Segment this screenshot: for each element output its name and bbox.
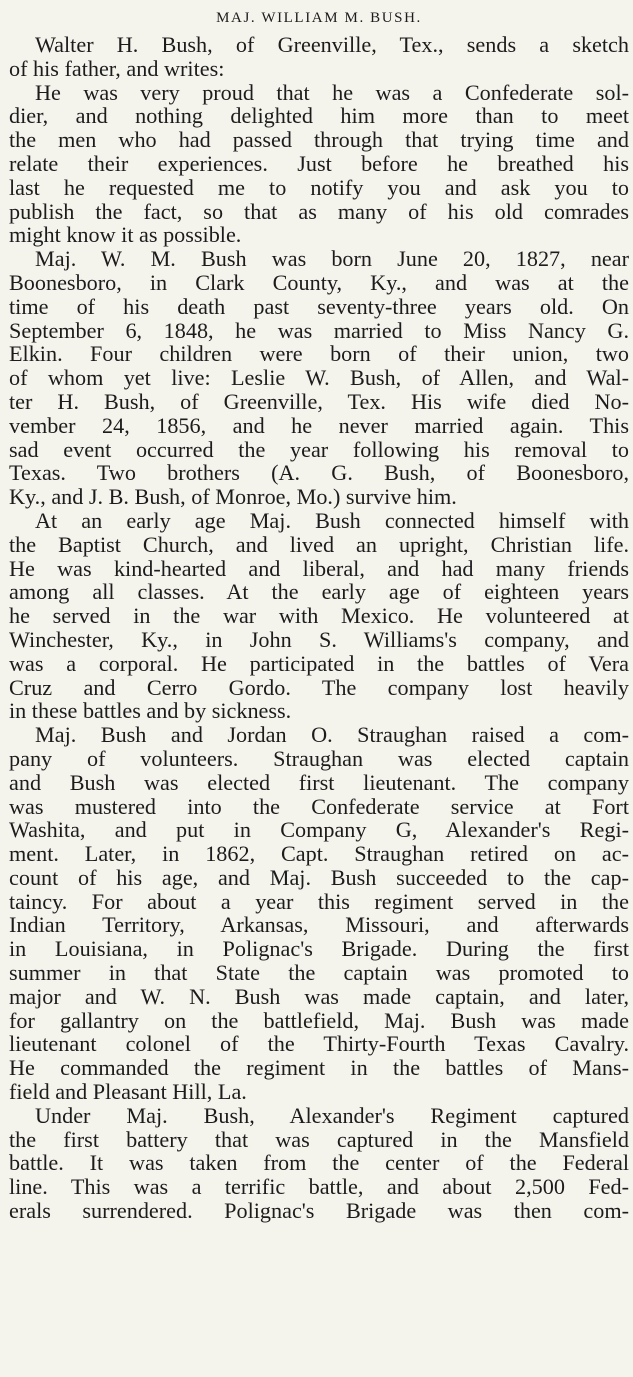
text-line: September 6, 1848, he was married to Miss Nancy G. xyxy=(9,317,629,343)
text-line: Ky., and J. B. Bush, of Monroe, Mo.) survive him. xyxy=(9,484,457,510)
text-line: erals surrendered. Polignac's Brigade was then com- xyxy=(9,1198,629,1224)
paragraph xyxy=(9,247,629,509)
paragraph xyxy=(9,81,629,248)
text-line: At an early age Maj. Bush connected himself with xyxy=(35,507,629,533)
text-line: major and W. N. Bush was made captain, and later, xyxy=(9,983,629,1009)
text-line: battle. It was taken from the center of the Federal xyxy=(9,1150,629,1176)
text-line: pany of volunteers. Straughan was elected captain xyxy=(9,745,629,771)
paragraph xyxy=(9,1104,629,1223)
text-line: the men who had passed through that trying time and xyxy=(9,127,629,153)
paragraph xyxy=(9,33,629,81)
text-line: He was kind-hearted and liberal, and had many friends xyxy=(9,555,629,581)
text-line: for gallantry on the battlefield, Maj. Bush was made xyxy=(9,1007,629,1033)
text-line: summer in that State the captain was promoted to xyxy=(9,960,629,986)
text-line: Walter H. Bush, of Greenville, Tex., sends a sketch xyxy=(35,32,629,57)
text-line: time of his death past seventy-three years old. On xyxy=(9,293,629,319)
text-line: sad event occurred the year following his removal to xyxy=(9,436,629,462)
text-line: dier, and nothing delighted him more than to meet xyxy=(9,103,629,129)
text-line: taincy. For about a year this regiment served in the xyxy=(9,888,629,914)
text-line: last he requested me to notify you and ask you to xyxy=(9,174,629,200)
text-line: Winchester, Ky., in John S. Williams's company, and xyxy=(9,626,629,652)
text-line: Washita, and put in Company G, Alexander's Regi- xyxy=(9,817,629,843)
paragraph xyxy=(9,723,629,1104)
text-line: Elkin. Four children were born of their union, two xyxy=(9,341,629,367)
text-line: ter H. Bush, of Greenville, Tex. His wife died No- xyxy=(9,388,629,414)
text-line: he served in the war with Mexico. He volunteered at xyxy=(9,603,629,629)
text-line: Indian Territory, Arkansas, Missouri, and afterwards xyxy=(9,912,629,938)
text-line: among all classes. At the early age of eighteen years xyxy=(9,579,629,605)
text-line: Maj. Bush and Jordan O. Straughan raised a com- xyxy=(35,722,629,748)
text-line: the Baptist Church, and lived an upright, Christian life. xyxy=(9,531,629,557)
text-line: was a corporal. He participated in the battles of Vera xyxy=(9,650,629,676)
text-line: relate their experiences. Just before he breathed his xyxy=(9,150,629,176)
text-line: line. This was a terrific battle, and about 2,500 Fed- xyxy=(9,1174,629,1200)
article-body xyxy=(9,33,629,1223)
text-line: in these battles and by sickness. xyxy=(9,698,292,724)
text-line: publish the fact, so that as many of his old comrades xyxy=(9,198,629,224)
text-line: in Louisiana, in Polignac's Brigade. During the first xyxy=(9,936,629,962)
text-line: Boonesboro, in Clark County, Ky., and was at the xyxy=(9,269,629,295)
text-line: of whom yet live: Leslie W. Bush, of Allen, and Wal- xyxy=(9,365,629,391)
text-line: ment. Later, in 1862, Capt. Straughan retired on ac- xyxy=(9,841,629,867)
text-line: Texas. Two brothers (A. G. Bush, of Boonesboro, xyxy=(9,460,629,486)
text-line: Maj. W. M. Bush was born June 20, 1827, near xyxy=(35,246,629,272)
text-line: He was very proud that he was a Confederate sol- xyxy=(35,79,629,105)
text-line: and Bush was elected first lieutenant. The company xyxy=(9,769,629,795)
text-line: field and Pleasant Hill, La. xyxy=(9,1079,247,1105)
text-line: was mustered into the Confederate service at Fort xyxy=(9,793,629,819)
paragraph xyxy=(9,509,629,723)
text-line: Under Maj. Bush, Alexander's Regiment captured xyxy=(35,1102,629,1128)
text-line: might know it as possible. xyxy=(9,222,242,248)
text-line: lieutenant colonel of the Thirty-Fourth Texas Cavalry. xyxy=(9,1031,629,1057)
text-line: the first battery that was captured in the Mansfield xyxy=(9,1126,629,1152)
text-line: He commanded the regiment in the battles of Mans- xyxy=(9,1055,629,1081)
text-line: vember 24, 1856, and he never married again. This xyxy=(9,412,629,438)
article-heading: MAJ. WILLIAM M. BUSH. xyxy=(216,10,422,26)
text-line: Cruz and Cerro Gordo. The company lost heavily xyxy=(9,674,629,700)
text-line: count of his age, and Maj. Bush succeeded to the cap- xyxy=(9,864,629,890)
text-line: of his father, and writes: xyxy=(9,55,225,81)
